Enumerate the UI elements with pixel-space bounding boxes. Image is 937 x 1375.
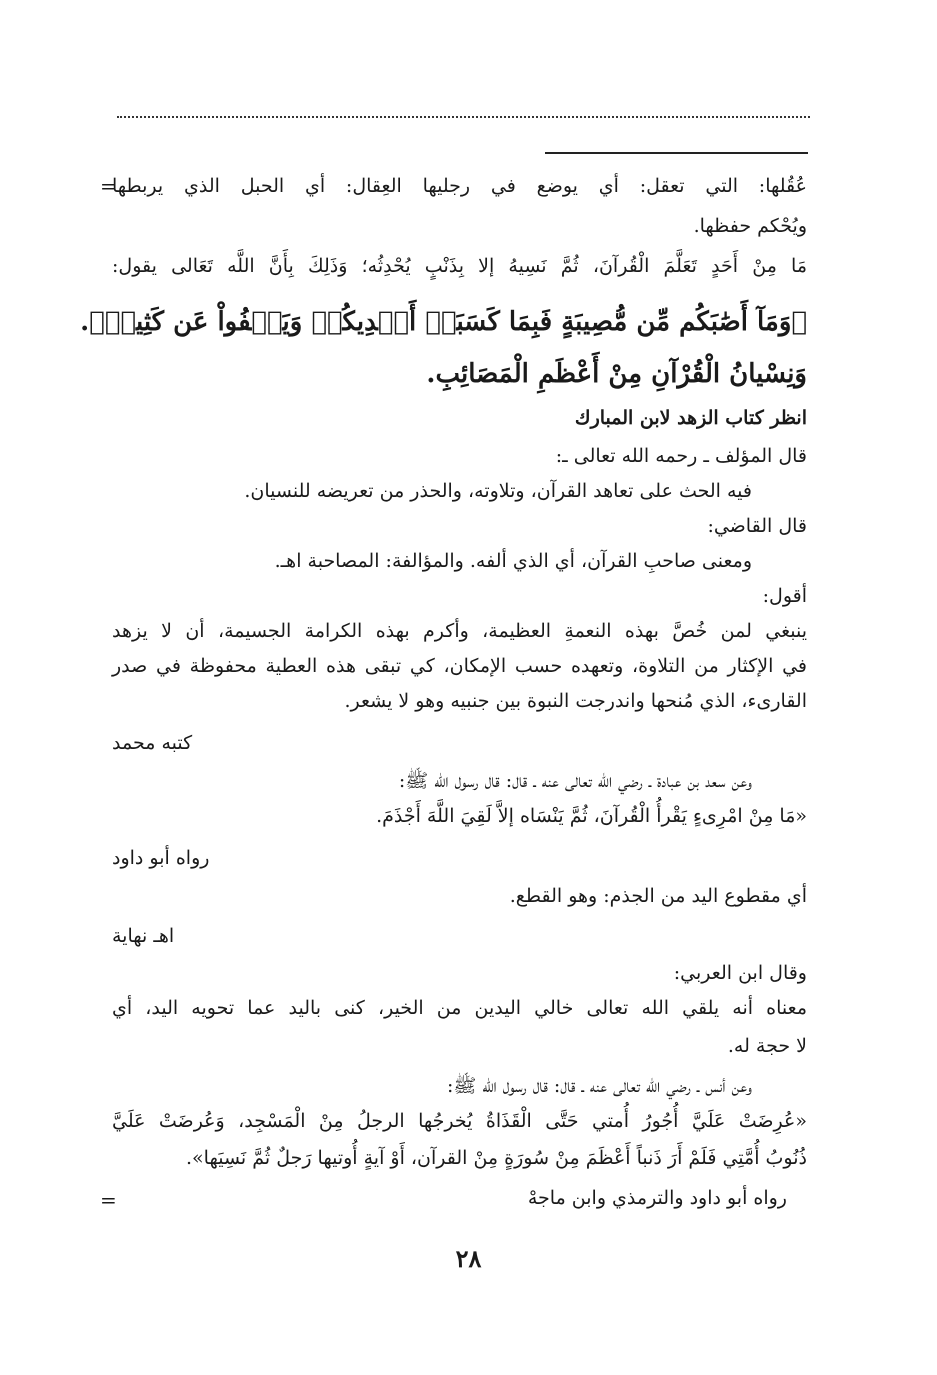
hadith-line: مَا مِنْ أَحَدٍ تَعَلَّمَ الْقُرآنَ، ثُمَّ نَسِيهُ إلا بِذَنْبٍ يُحْدِثُه؛ وَذَلِكَ بِأَنَّ اللَّه تَعَالى يقول: [112,255,807,277]
continuation-mark-top: = [100,174,117,198]
hadith-anas-line-1: «عُرِضَتْ عَلَيَّ أُجُورُ أُمتي حَتَّى الْقَذَاةُ يُخرجُها الرجلُ مِنْ الْمَسْجِد، وَعُرضَتْ عَلَيَّ [112,1110,807,1132]
source-abu-dawud: رواه أبو داود [112,847,210,869]
nihaya-note: اهـ نهاية [112,925,175,947]
commentary-line-1: ينبغي لمن خُصَّ بهذه النعمةِ العظيمة، وأكرم بهذه الكرامة الجسيمة، أن لا يزهد [112,620,807,642]
calligraphic-saying: وَنِسْيانُ الْقُرْآنِ مِنْ أَعْظَمِ الْمَصَائِبِ. [426,359,807,389]
aqulu-heading: أقول: [762,585,807,607]
narration-saad: وعن سعد بن عبادة ـ رضي الله تعالى عنه ـ قال: قال رسول الله ﷺ: [398,770,752,792]
dotted-separator [117,116,810,128]
qadi-text: ومعنى صاحبِ القرآن، أي الذي ألفه. والمؤالفة: المصاحبة اهـ. [274,550,752,572]
continuation-mark-bottom: = [100,1188,117,1212]
signature-note: كتبه محمد [112,732,193,754]
ibn-arabi-heading: وقال ابن العربي: [673,962,807,984]
page-number: ٢٨ [455,1244,482,1273]
reference-note: انظر كتاب الزهد لابن المبارك [574,407,807,429]
source-sunan: رواه أبو داود والترمذي وابن ماجهْ [527,1187,787,1209]
author-text: فيه الحث على تعاهد القرآن، وتلاوته، والحذر من تعريضه للنسيان. [244,480,752,502]
gloss-line-1: عُقُلها: التي تعقل: أي يوضع في رجليها العِقال: أي الحبل الذي يربطها [112,175,807,197]
ibn-arabi-line-1: معناه أنه يلقي الله تعالى خالي اليدين من الخير، كنى باليد عما تحويه اليد، أي [112,997,807,1019]
quran-verse: ﴿وَمَآ أَصَٰبَكُم مِّن مُّصِيبَةٍ فَبِمَا كَسَبَتۡ أَيۡدِيكُمۡ وَيَعۡفُواْ عَن كَثِيرٖ﴾. [80,307,807,337]
jadham-explanation: أي مقطوع اليد من الجذم: وهو القطع. [509,885,807,907]
commentary-line-3: القارىء، الذي مُنحها واندرجت النبوة بين جنبيه وهو لا يشعر. [344,690,807,712]
qadi-heading: قال القاضي: [707,515,807,537]
narration-anas: وعن أنس ـ رضي الله تعالى عنه ـ قال: قال رسول الله ﷺ: [447,1075,752,1097]
hadith-saad-text: «مَا مِنْ امْرِىءٍ يَقْرأُ الْقُرآنَ، ثُمَّ يَنْسَاه إلاَّ لَقِيَ اللَّهَ أَجْذَمَ. [376,805,807,827]
footnote-rule [545,152,808,154]
gloss-line-2: ويُحْكم حفظها. [693,215,807,237]
ibn-arabi-line-2: لا حجة له. [727,1035,807,1057]
commentary-line-2: في الإكثار من التلاوة، وتعهده حسب الإمكان، كي تبقى هذه العطية محفوظة في صدر [112,655,807,677]
hadith-anas-line-2: ذُنُوبُ أُمَّتِي فَلَمْ أَرَ ذَنباً أَعْظَمَ مِنْ سُورَةٍ مِنْ القرآن، أَوْ آيةٍ أُوتيها رَجلٌ ثُمَّ نَسِيَها». [186,1147,807,1169]
author-heading: قال المؤلف ـ رحمه الله تعالى ـ: [555,445,807,467]
